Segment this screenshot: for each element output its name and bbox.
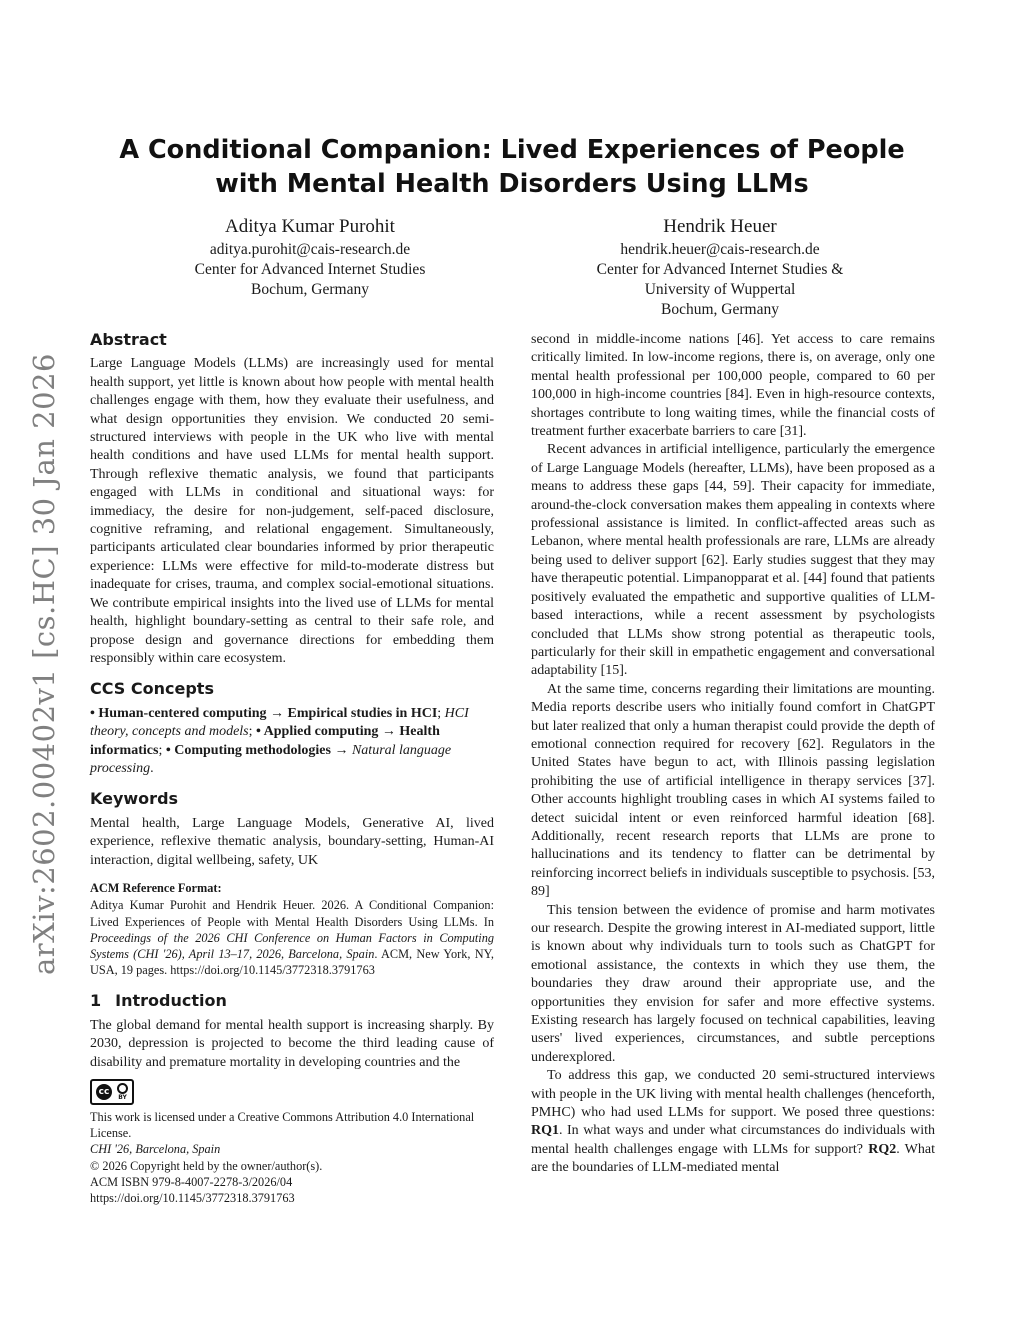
author-affiliation: Center for Advanced Internet Studies & [596,261,844,278]
arrow: → [334,742,349,758]
intro-paragraph: The global demand for mental health support is increasing sharply. By 2030, depression is projected to become the third leading cause of disability and premature mortality in developing countries and the [90,1017,494,1070]
body-paragraph: This tension between the evidence of promise and harm motivates our research. Despite the growing interest in AI-mediated support, little is known about why individuals turn to tools such as ChatGPT for emotional assistance, the contexts in which they use them, the boundaries they draw around their appropriate use, and the opportunities they envision for safer and more effective systems. Existing research has largely focused on technical capabilities, leaving users' lived experiences, circumstances, and subtle perceptions underexplored. [531,902,935,1065]
ccs-term: • Computing methodologies [165,742,331,758]
author-email[interactable]: aditya.purohit@cais-research.de [209,241,411,258]
acm-ref-line: Aditya Kumar Purohit and Hendrik Heuer. 2026. A Conditional Companion: Lived Experiences of People with Mental Health Disorders Using LLMs. In [90,898,494,929]
body-paragraph: Recent advances in artificial intelligence, particularly the emergence of Large Language Models (hereafter, LLMs), have been proposed as a means to address these gaps [44, 59]. Their capacity for immediate, around-the-clock conversation makes them appealing in contexts where professional assistance is limited. In conflict-affected areas such as Lebanon, where mental health professionals are rare, LLMs are already being used to deliver support [62]. Early studies suggest that they may have therapeutic potential. Limpanopparat et al. [44] found that patients positively evaluated the empathetic and supportive qualities of LLM-based interactions, while a recent assessment by psychologists concluded that LLMs show strong potential as therapeutic tools, particularly for their skill in empathetic engagement and conversational adaptability [15]. [531,442,935,679]
by-icon [117,1083,128,1101]
body-paragraph [531,1067,935,1177]
arxiv-stamp [24,353,64,975]
ccs-term: Health informatics [90,724,440,758]
abstract-text: Large Language Models (LLMs) are increasingly used for mental health support, yet little is known about how people with mental health challenges engage with them, how they evaluate their usefulness, and what design opportunities they envision. We conducted 20 semi-structured interviews with people in the UK who live with mental health conditions and have used LLMs for mental health support. Through reflexive thematic analysis, we found that participants engaged with LLMs in conditional and situational ways: for immediacy, the desire for non-judgement, self-paced disclosure, cognitive reframing, and relational engagement. Simultaneously, participants articulated clear boundaries informed by prior therapeutic experience: LLMs were effective for mild-to-moderate distress but inadequate for crises, trauma, and complex social-emotional situations. We contribute empirical insights into the lived use of LLMs for mental health, highlight boundary-setting as central to their safe role, and propose design and governance directions for embedding them responsibly within care ecosystem. [90,356,494,666]
arrow: → [381,724,396,740]
ccs-sep: ; [437,705,442,721]
body-text: . In what ways and under what circumstances do individuals with mental health challenges engage with LLMs for support? [531,1123,935,1157]
ccs-term: HCI theory, concepts and models [90,705,469,740]
body-text: . What are the boundaries of LLM-mediated mental [531,1141,935,1176]
author-email[interactable]: hendrik.heuer@cais-research.de [620,241,820,258]
research-question-label: RQ1 [531,1123,559,1139]
abstract-heading: Abstract [90,330,167,349]
acm-ref-heading: ACM Reference Format: [90,880,222,895]
left-column [90,331,494,1206]
ccs-term: Natural language processing [90,742,452,776]
ccs-sep: ; [158,742,163,758]
arrow: → [270,705,285,721]
cc-by-license-badge[interactable] [90,1079,134,1105]
section-title: Introduction [115,991,227,1011]
ccs-sep: ; [248,724,253,740]
author-block-2 [560,214,880,320]
arxiv-stamp-text: arXiv:2602.00402v1 [cs.HC] 30 Jan 2026 [27,353,61,975]
isbn: ACM ISBN 979-8-4007-2278-3/2026/04 [90,1174,293,1189]
keywords-heading: Keywords [90,789,179,809]
keywords-text: Mental health, Large Language Models, Generative AI, lived experience, reflexive thematic analysis, boundary-setting, Human-AI interaction, digital wellbeing, safety, UK [90,815,494,868]
author-block-1 [150,214,470,300]
acm-ref-text [90,897,494,978]
copyright: © 2026 Copyright held by the owner/author(s). [90,1158,323,1173]
research-question-label: RQ2 [868,1141,897,1157]
ccs-term: • Human-centered computing [90,705,267,721]
license-venue: CHI '26, Barcelona, Spain [90,1142,221,1157]
ccs-text [90,705,494,779]
body-text: To address this gap, we conducted 20 semi-structured interviews with people in the UK living with mental health challenges (henceforth, PMHC) who had used LLMs for support. We posed three questions: [531,1068,935,1121]
ccs-end: . [150,760,154,776]
cc-icon: cc [96,1084,112,1100]
author-name: Hendrik Heuer [663,216,777,237]
author-affiliation: Center for Advanced Internet Studies [194,261,426,278]
author-name: Aditya Kumar Purohit [225,216,395,237]
doi-link[interactable]: https://doi.org/10.1145/3772318.3791763 [90,1191,295,1206]
right-column [531,331,935,1178]
ccs-term: • Applied computing [256,724,379,740]
section-number: 1 [90,991,102,1011]
ccs-heading: CCS Concepts [90,679,214,699]
author-affiliation: University of Wuppertal [644,281,796,298]
by-label: BY [118,1094,127,1102]
body-paragraph: At the same time, concerns regarding their limitations are mounting. Media reports describe users who initially found comfort in ChatGPT but later realized that only a human therapist could provide the depth of emotional connection required for recovery [62]. Regulators in the United States have begun to act, with Illinois passing legislation prohibiting the use of artificial intelligence in therapy services [37]. Other accounts highlight troubling cases in which AI systems failed to detect suicidal intent or even reinforced harmful ideation [68]. Additionally, recent research reports that LLMs are prone to hallucinations and its tendency to flatter can be detrimental by reinforcing incorrect beliefs in individuals susceptible to psychosis. [53, 89] [531,681,935,900]
acm-ref-line: . ACM, New York, NY, USA, 19 pages. https://doi.org/10.1145/3772318.3791763 [90,946,494,978]
ccs-term: Empirical studies in HCI [287,705,438,721]
body-paragraph: second in middle-income nations [46]. Yet access to care remains critically limited. In low-income regions, there is, on average, only one mental health professional per 100,000 people, compared to 60 per 100,000 in high-income countries [84]. Even in high-resource contexts, shortages contribute to long waiting times, while the financial costs of treatment further exacerbate barriers to care [31]. [531,332,935,440]
intro-heading [90,992,494,1010]
author-location: Bochum, Germany [251,281,369,298]
license-block [90,1109,494,1206]
acm-ref-proceedings: Proceedings of the 2026 CHI Conference on Human Factors in Computing Systems (CHI '26), April 13–17, 2026, Barcelona, Spain [90,930,494,961]
person-icon [117,1083,128,1094]
license-text: This work is licensed under a Creative Commons Attribution 4.0 International License. [90,1110,475,1141]
paper-title: A Conditional Companion: Lived Experiences of People with Mental Health Disorders Using LLMs [119,135,905,199]
author-location: Bochum, Germany [661,301,779,318]
